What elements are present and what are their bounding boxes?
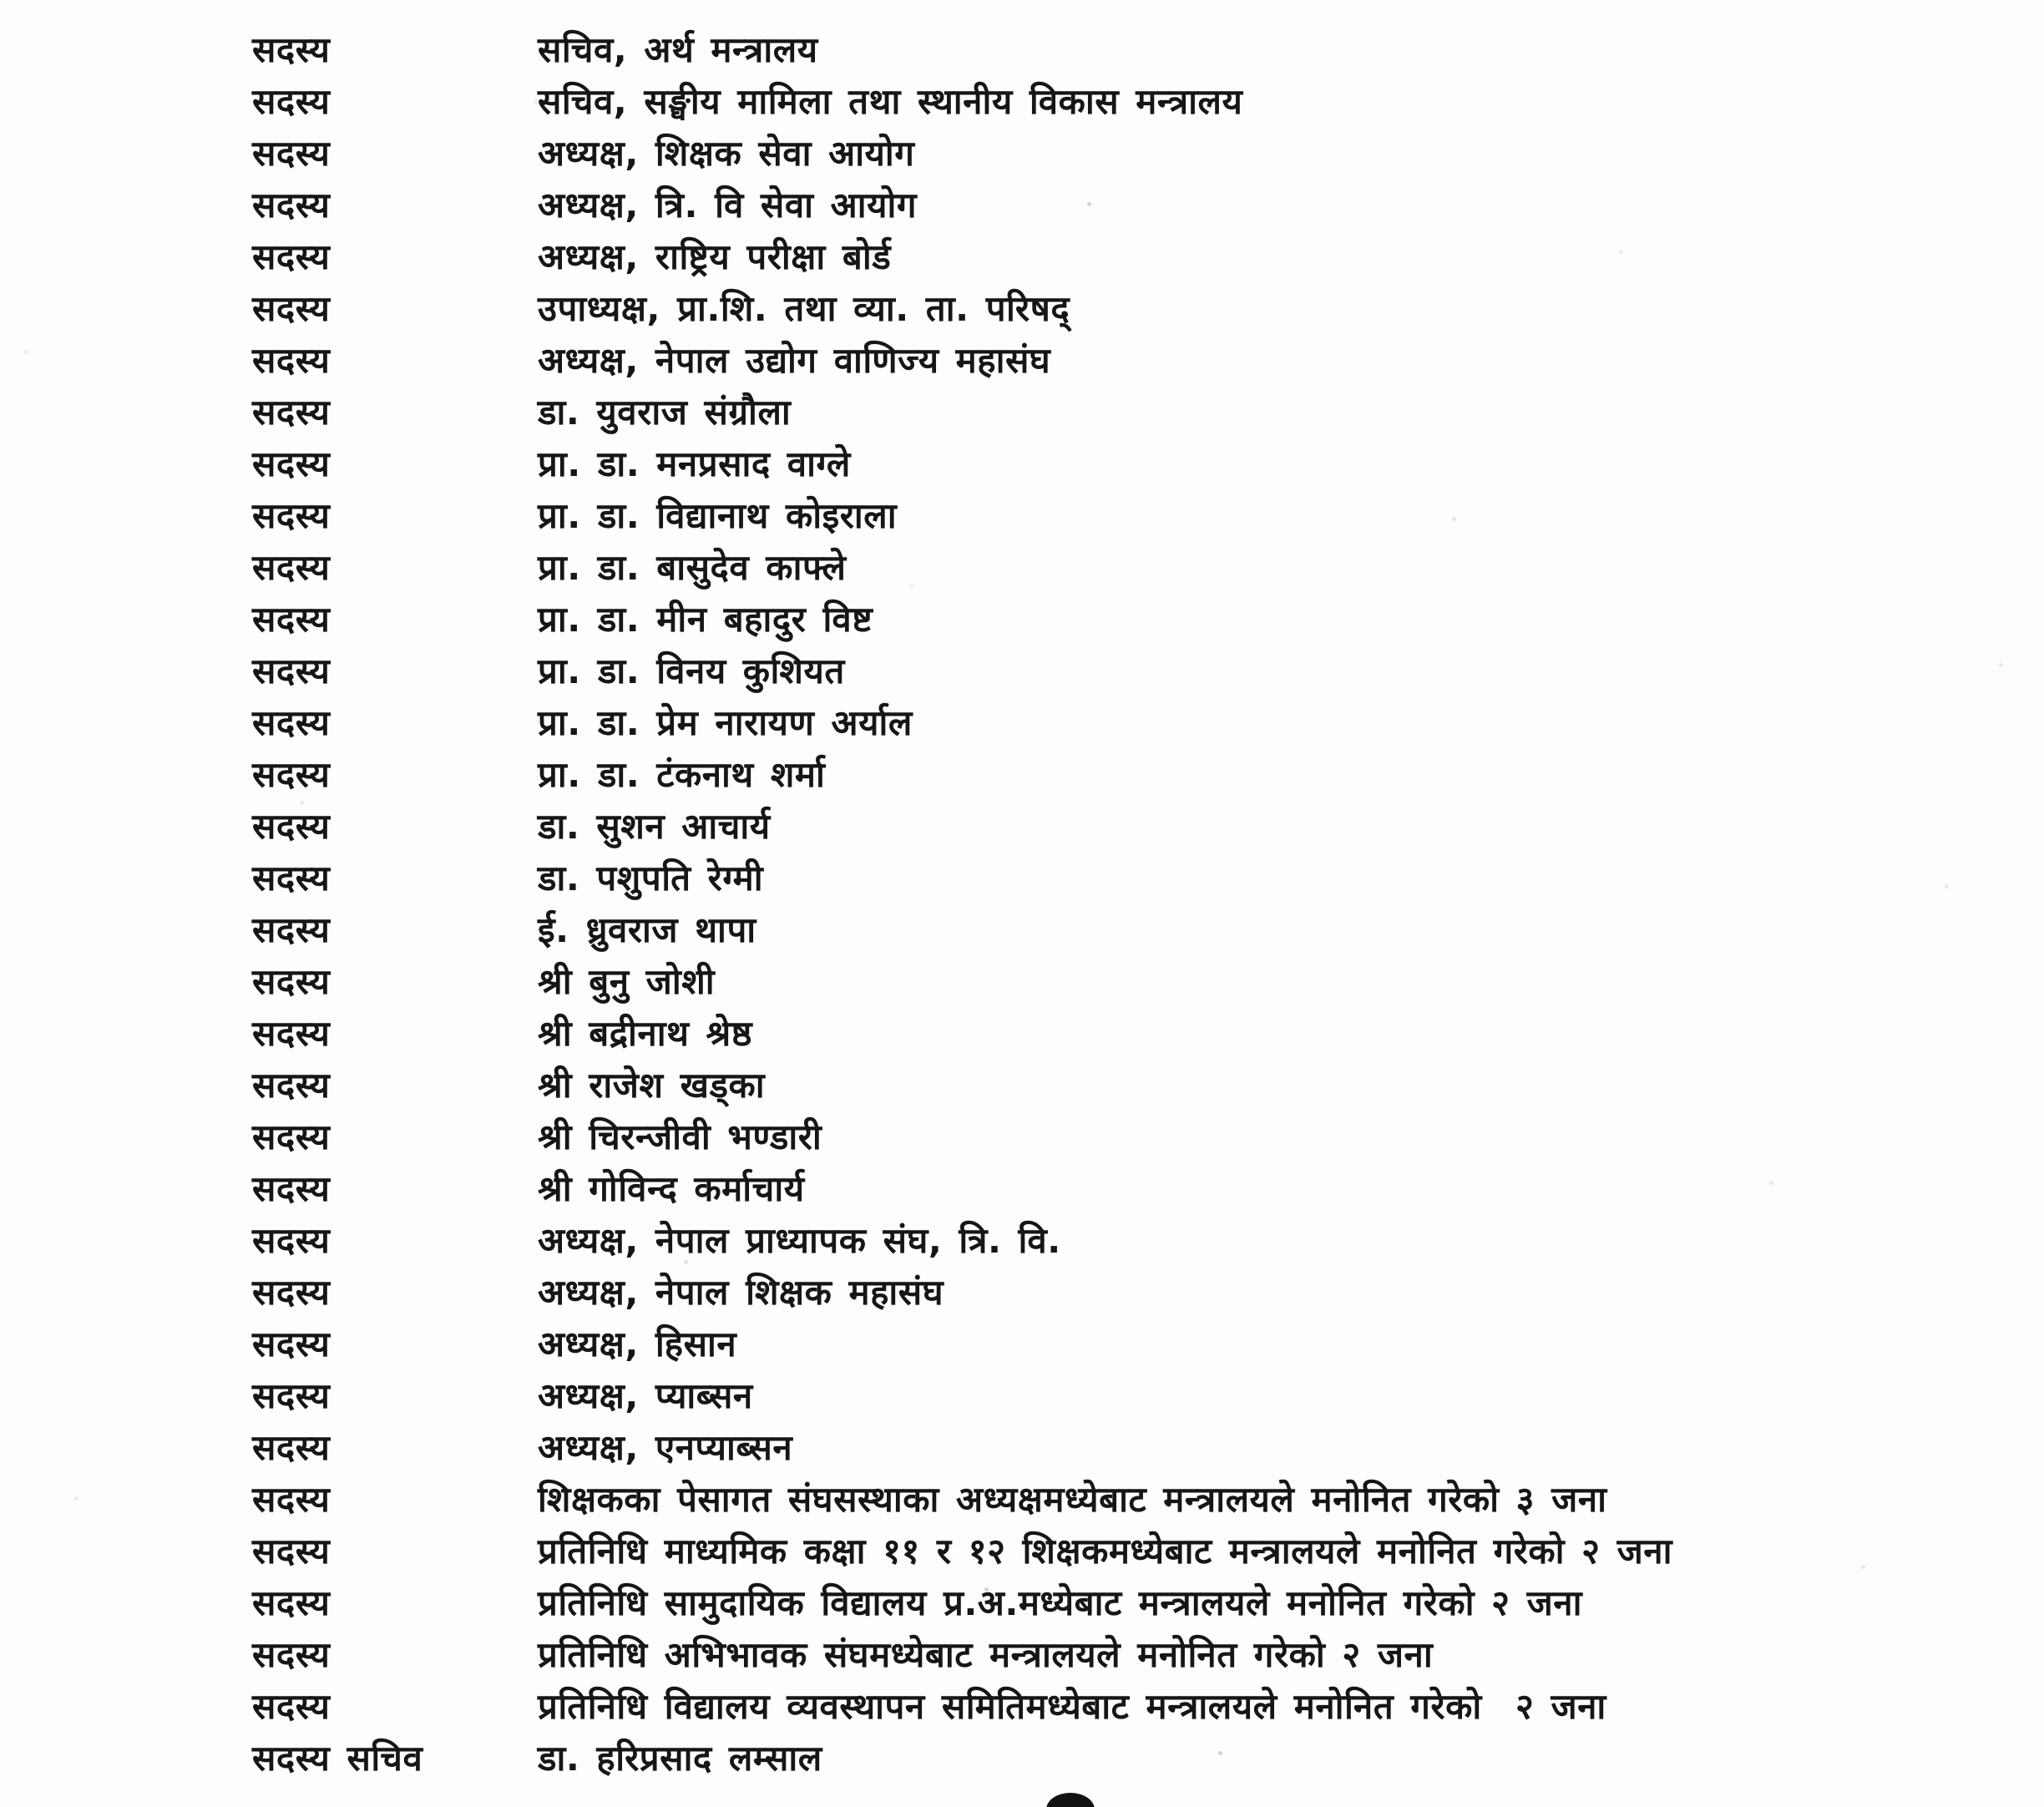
member-designation: प्रतिनिधि माध्यमिक कक्षा ११ र १२ शिक्षकमध्येबाट मन्त्रालयले मनोनित गरेको २ जना: [538, 1531, 1672, 1572]
member-designation: प्रा. डा. टंकनाथ शर्मा: [538, 754, 826, 795]
member-designation: अध्यक्ष, एनप्याब्सन: [538, 1427, 793, 1468]
member-designation: श्री बद्रीनाथ श्रेष्ठ: [538, 1013, 753, 1054]
member-designation: डा. युवराज संग्रौला: [538, 392, 792, 433]
table-row: [0, 643, 2044, 695]
member-designation: सचिव, अर्थ मन्त्रालय: [538, 29, 818, 70]
table-row: [0, 798, 2044, 850]
table-row: [0, 332, 2044, 384]
table-row: [0, 902, 2044, 954]
member-list: [0, 22, 2044, 1782]
member-designation: श्री चिरन्जीवी भण्डारी: [538, 1116, 822, 1157]
member-role: सदस्य: [252, 1324, 331, 1364]
member-role: सदस्य: [252, 392, 331, 433]
member-role: सदस्य: [252, 547, 331, 588]
table-row: [0, 488, 2044, 539]
member-role: सदस्य: [252, 1686, 331, 1727]
table-row: [0, 1057, 2044, 1109]
member-role: सदस्य: [252, 495, 331, 536]
member-role: सदस्य: [252, 1634, 331, 1675]
member-role: सदस्य: [252, 1168, 331, 1209]
member-role: सदस्य: [252, 650, 331, 691]
member-designation: अध्यक्ष, शिक्षक सेवा आयोग: [538, 133, 915, 174]
table-row: [0, 22, 2044, 73]
table-row: [0, 177, 2044, 229]
member-role: सदस्य: [252, 754, 331, 795]
member-designation: अध्यक्ष, राष्ट्रिय परीक्षा बोर्ड: [538, 236, 892, 277]
table-row: [0, 229, 2044, 281]
member-designation: प्रा. डा. मीन बहादुर विष्ट: [538, 599, 873, 640]
table-row: [0, 1161, 2044, 1212]
member-role: सदस्य: [252, 81, 331, 122]
member-role: सदस्य: [252, 909, 331, 950]
member-designation: प्रा. डा. विद्यानाथ कोइराला: [538, 495, 898, 536]
member-designation: अध्यक्ष, प्याब्सन: [538, 1375, 753, 1416]
table-row: [0, 1316, 2044, 1368]
table-row: [0, 73, 2044, 125]
member-role: सदस्य: [252, 185, 331, 225]
member-designation: अध्यक्ष, नेपाल उद्योग वाणिज्य महासंघ: [538, 340, 1051, 381]
table-row: [0, 1627, 2044, 1678]
table-row: [0, 436, 2044, 488]
member-role: सदस्य: [252, 1582, 331, 1623]
member-role: सदस्य: [252, 443, 331, 484]
member-designation: प्रतिनिधि अभिभावक संघमध्येबाट मन्त्रालयले मनोनित गरेको २ जना: [538, 1634, 1434, 1675]
table-row: [0, 695, 2044, 747]
scan-noise-specks: [0, 0, 3, 3]
table-row: [0, 384, 2044, 436]
table-row: [0, 1005, 2044, 1057]
member-designation: प्रा. डा. मनप्रसाद वाग्ले: [538, 443, 851, 484]
table-row: [0, 1109, 2044, 1161]
member-role: सदस्य: [252, 29, 331, 70]
member-designation: ई. ध्रुवराज थापा: [538, 909, 756, 950]
member-role: सदस्य: [252, 288, 331, 329]
table-row: [0, 1678, 2044, 1730]
member-role: सदस्य: [252, 1375, 331, 1416]
member-role: सदस्य: [252, 858, 331, 898]
member-designation: अध्यक्ष, नेपाल प्राध्यापक संघ, त्रि. वि.: [538, 1220, 1061, 1261]
table-row: [0, 1575, 2044, 1627]
table-row: [0, 539, 2044, 591]
table-row: [0, 281, 2044, 332]
member-role: सदस्य: [252, 340, 331, 381]
member-role: सदस्य: [252, 1220, 331, 1261]
member-role: सदस्य: [252, 133, 331, 174]
table-row: [0, 1212, 2044, 1264]
member-designation: अध्यक्ष, नेपाल शिक्षक महासंघ: [538, 1272, 944, 1313]
table-row: [0, 1264, 2044, 1316]
member-designation: अध्यक्ष, त्रि. वि सेवा आयोग: [538, 185, 917, 225]
member-role: सदस्य: [252, 1427, 331, 1468]
member-role: सदस्य: [252, 1065, 331, 1106]
member-role: सदस्य सचिव: [252, 1738, 423, 1779]
member-designation: उपाध्यक्ष, प्रा.शि. तथा व्या. ता. परिषद्: [538, 288, 1070, 329]
member-designation: डा. हरिप्रसाद लम्साल: [538, 1738, 822, 1779]
member-designation: श्री गोविन्द कर्माचार्य: [538, 1168, 805, 1209]
table-row: [0, 1420, 2044, 1471]
member-role: सदस्य: [252, 1272, 331, 1313]
member-role: सदस्य: [252, 236, 331, 277]
member-designation: प्रा. डा. विनय कुशियत: [538, 650, 845, 691]
member-designation: शिक्षकका पेसागत संघसस्थाका अध्यक्षमध्येबाट मन्त्रालयले मनोनित गरेको ३ जना: [538, 1479, 1607, 1520]
member-designation: डा. पशुपति रेग्मी: [538, 858, 764, 898]
member-role: सदस्य: [252, 1479, 331, 1520]
table-row: [0, 850, 2044, 902]
table-row: [0, 1368, 2044, 1420]
table-row: [0, 747, 2044, 798]
member-designation: श्री राजेश खड्का: [538, 1065, 766, 1106]
member-designation: सचिव, सङ्घीय मामिला तथा स्थानीय विकास मन्त्रालय: [538, 81, 1243, 122]
member-designation: प्रतिनिधि सामुदायिक विद्यालय प्र.अ.मध्येबाट मन्त्रालयले मनोनित गरेको २ जना: [538, 1582, 1582, 1623]
member-role: सदस्य: [252, 1013, 331, 1054]
member-designation: प्रतिनिधि विद्यालय व्यवस्थापन समितिमध्येबाट मन्त्रालयले मनोनित गरेको २ जना: [538, 1686, 1606, 1727]
table-row: [0, 1523, 2044, 1575]
member-designation: अध्यक्ष, हिसान: [538, 1324, 737, 1364]
member-role: सदस्य: [252, 1116, 331, 1157]
table-row: [0, 1730, 2044, 1782]
table-row: [0, 125, 2044, 177]
member-designation: प्रा. डा. बासुदेव काफ्ले: [538, 547, 847, 588]
member-designation: डा. सुशन आचार्य: [538, 806, 771, 847]
member-role: सदस्य: [252, 1531, 331, 1572]
member-role: सदस्य: [252, 806, 331, 847]
table-row: [0, 1471, 2044, 1523]
member-role: सदस्य: [252, 702, 331, 743]
table-row: [0, 954, 2044, 1005]
member-designation: श्री बुनु जोशी: [538, 961, 716, 1002]
member-role: सदस्य: [252, 961, 331, 1002]
member-designation: प्रा. डा. प्रेम नारायण अर्याल: [538, 702, 913, 743]
table-row: [0, 591, 2044, 643]
member-role: सदस्य: [252, 599, 331, 640]
page-number-mark: [1046, 1793, 1095, 1807]
